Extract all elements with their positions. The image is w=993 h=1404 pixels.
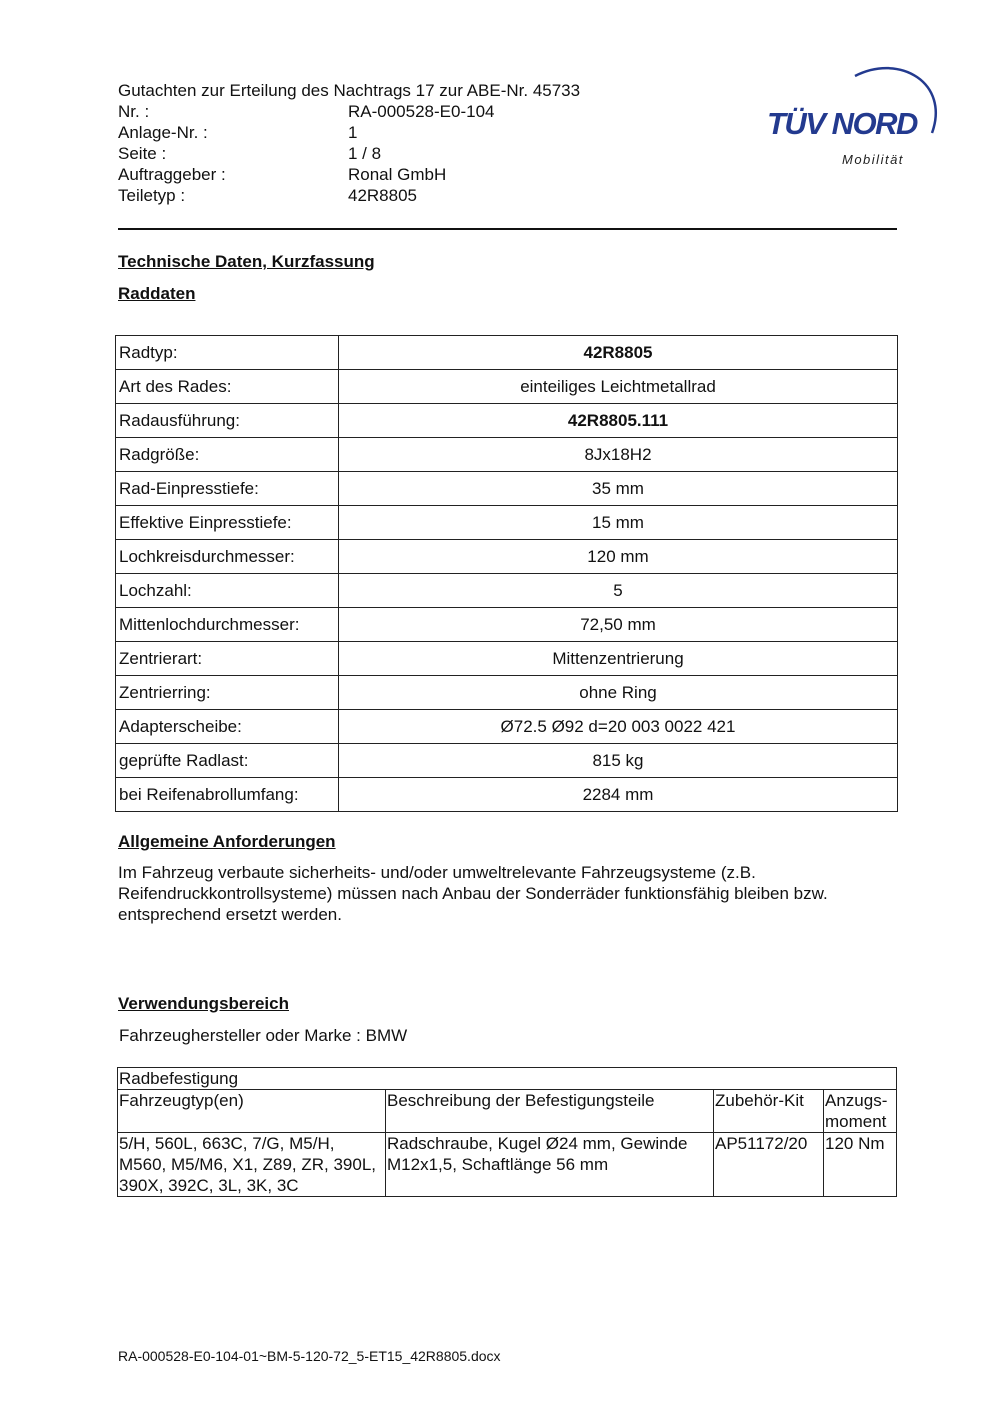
header-label: Nr. : <box>118 102 150 121</box>
spec-label: Adapterscheibe: <box>116 710 339 744</box>
spec-value: 15 mm <box>339 506 898 540</box>
header-value: RA-000528-E0-104 <box>348 102 495 121</box>
header-row-teiletyp <box>118 185 738 206</box>
header-label: Anlage-Nr. : <box>118 123 208 142</box>
spec-label: bei Reifenabrollumfang: <box>116 778 339 812</box>
table-row <box>116 336 898 370</box>
requirements-paragraph: Im Fahrzeug verbaute sicherheits- und/oder umweltrelevante Fahrzeugsysteme (z.B. Reifendruckkontrollsysteme) müssen nach Anbau der Sonderräder funktionsfähig bleiben bzw. entsprechend ersetzt werden. <box>118 863 828 924</box>
spec-label: Art des Rades: <box>116 370 339 404</box>
section-heading-allgemein: Allgemeine Anforderungen <box>118 832 336 851</box>
spec-label: geprüfte Radlast: <box>116 744 339 778</box>
spec-label: Zentrierring: <box>116 676 339 710</box>
spec-value: 42R8805 <box>339 336 898 370</box>
header-value: 42R8805 <box>348 186 418 205</box>
header-divider <box>118 228 897 230</box>
spec-label: Zentrierart: <box>116 642 339 676</box>
fixing-header-cell: Fahrzeugtyp(en) <box>118 1090 386 1133</box>
spec-label: Radausführung: <box>116 404 339 438</box>
header-row-seite <box>118 143 738 164</box>
spec-label: Radgröße: <box>116 438 339 472</box>
table-row <box>116 574 898 608</box>
table-row <box>116 370 898 404</box>
header-value: 1 <box>348 123 358 142</box>
spec-label: Lochzahl: <box>116 574 339 608</box>
header-row-anlage <box>118 122 738 143</box>
document-title: Gutachten zur Erteilung des Nachtrags 17 zur ABE-Nr. 45733 <box>118 81 581 100</box>
wheel-fixing-table <box>117 1067 897 1197</box>
header-value: 1 / 8 <box>348 144 382 163</box>
footer-filename: RA-000528-E0-104-01~BM-5-120-72_5-ET15_42R8805.docx <box>118 1348 501 1364</box>
table-row <box>116 642 898 676</box>
table-row <box>116 540 898 574</box>
fixing-header-cell: Anzugs- moment <box>824 1090 897 1133</box>
table-row <box>116 778 898 812</box>
header-label: Auftraggeber : <box>118 165 226 184</box>
spec-label: Radtyp: <box>116 336 339 370</box>
table-row <box>116 608 898 642</box>
vehicle-maker: Fahrzeughersteller oder Marke : BMW <box>119 1026 408 1045</box>
section-heading-raddaten: Raddaten <box>118 284 196 303</box>
table-row <box>116 472 898 506</box>
fixing-cell-description: Radschraube, Kugel Ø24 mm, Gewinde M12x1,5, Schaftlänge 56 mm <box>386 1133 714 1197</box>
table-row <box>116 506 898 540</box>
table-row <box>116 404 898 438</box>
document-header <box>118 80 738 206</box>
spec-value: 8Jx18H2 <box>339 438 898 472</box>
table-row <box>118 1133 897 1197</box>
spec-label: Mittenlochdurchmesser: <box>116 608 339 642</box>
fixing-title-row <box>118 1068 897 1090</box>
spec-value: Ø72.5 Ø92 d=20 003 0022 421 <box>339 710 898 744</box>
table-row <box>116 676 898 710</box>
spec-label: Effektive Einpresstiefe: <box>116 506 339 540</box>
spec-value: einteiliges Leichtmetallrad <box>339 370 898 404</box>
spec-value: 35 mm <box>339 472 898 506</box>
logo-subtitle: Mobilität <box>842 152 904 167</box>
header-label: Seite : <box>118 144 167 163</box>
spec-value: 815 kg <box>339 744 898 778</box>
header-row-nr <box>118 101 738 122</box>
fixing-header-cell: Zubehör-Kit <box>714 1090 824 1133</box>
spec-value: 42R8805.111 <box>339 404 898 438</box>
header-label: Teiletyp : <box>118 186 186 205</box>
header-row-auftraggeber <box>118 164 738 185</box>
spec-value: 5 <box>339 574 898 608</box>
header-value: Ronal GmbH <box>348 165 447 184</box>
fixing-title: Radbefestigung <box>118 1068 897 1090</box>
fixing-header-row <box>118 1090 897 1133</box>
spec-value: 2284 mm <box>339 778 898 812</box>
section-heading-verwendung: Verwendungsbereich <box>118 994 289 1013</box>
spec-label: Lochkreisdurchmesser: <box>116 540 339 574</box>
logo-brand: TÜV NORD <box>767 106 917 141</box>
tuv-nord-logo <box>760 58 945 173</box>
spec-value: Mittenzentrierung <box>339 642 898 676</box>
table-row <box>116 438 898 472</box>
spec-value: 120 mm <box>339 540 898 574</box>
spec-value: 72,50 mm <box>339 608 898 642</box>
spec-label: Rad-Einpresstiefe: <box>116 472 339 506</box>
fixing-cell-torque: 120 Nm <box>824 1133 897 1197</box>
spec-value: ohne Ring <box>339 676 898 710</box>
wheel-spec-table <box>115 335 898 812</box>
fixing-cell-kit: AP51172/20 <box>714 1133 824 1197</box>
fixing-header-cell: Beschreibung der Befestigungsteile <box>386 1090 714 1133</box>
fixing-cell-vehicle-types: 5/H, 560L, 663C, 7/G, M5/H, M560, M5/M6, X1, Z89, ZR, 390L, 390X, 392C, 3L, 3K, 3C <box>118 1133 386 1197</box>
table-row <box>116 744 898 778</box>
section-heading-tech: Technische Daten, Kurzfassung <box>118 252 375 271</box>
table-row <box>116 710 898 744</box>
